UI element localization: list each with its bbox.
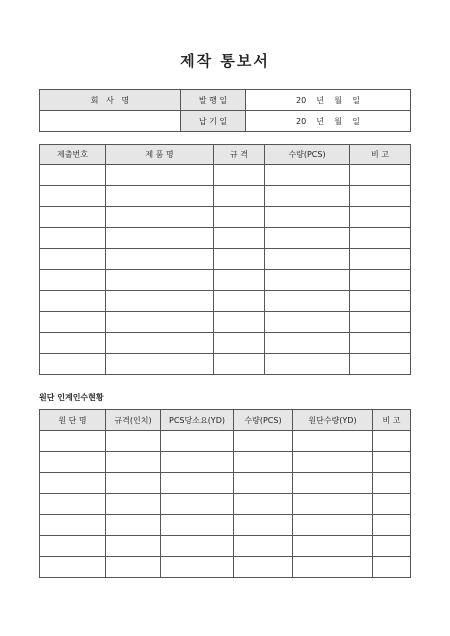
fabric-cell[interactable]	[161, 452, 234, 473]
issue-date-label: 발 행 일	[181, 90, 246, 111]
fabric-cell[interactable]	[106, 536, 161, 557]
issue-date-value[interactable]: 20 년 월 일	[246, 90, 411, 111]
fabric-cell[interactable]	[293, 452, 373, 473]
document-title: 제작 통보서	[180, 52, 270, 70]
table-row	[40, 333, 411, 354]
product-cell[interactable]	[106, 228, 214, 249]
fabric-cell[interactable]	[40, 515, 106, 536]
fabric-cell[interactable]	[40, 557, 106, 578]
product-cell[interactable]	[106, 207, 214, 228]
product-cell[interactable]	[265, 291, 350, 312]
fabric-cell[interactable]	[234, 515, 293, 536]
table-row	[40, 452, 411, 473]
fabric-column-header: 규격(인치)	[106, 410, 161, 431]
table-row	[40, 536, 411, 557]
product-cell[interactable]	[214, 354, 265, 375]
product-cell[interactable]	[106, 333, 214, 354]
product-cell[interactable]	[106, 186, 214, 207]
product-cell[interactable]	[40, 207, 106, 228]
table-row	[40, 291, 411, 312]
product-cell[interactable]	[40, 354, 106, 375]
product-column-header: 규 격	[214, 145, 265, 165]
fabric-table-body	[40, 431, 411, 578]
product-table	[39, 144, 411, 375]
fabric-cell[interactable]	[373, 431, 411, 452]
fabric-column-header: PCS당소요(YD)	[161, 410, 234, 431]
fabric-cell[interactable]	[161, 431, 234, 452]
product-cell[interactable]	[350, 207, 411, 228]
fabric-cell[interactable]	[293, 557, 373, 578]
table-row	[40, 165, 411, 186]
fabric-cell[interactable]	[106, 515, 161, 536]
fabric-cell[interactable]	[373, 536, 411, 557]
product-cell[interactable]	[106, 291, 214, 312]
table-row	[40, 354, 411, 375]
product-cell[interactable]	[350, 249, 411, 270]
fabric-column-header: 원 단 명	[40, 410, 106, 431]
product-cell[interactable]	[350, 270, 411, 291]
product-table-body	[40, 165, 411, 375]
fabric-cell[interactable]	[106, 494, 161, 515]
fabric-cell[interactable]	[234, 536, 293, 557]
product-cell[interactable]	[214, 165, 265, 186]
product-cell[interactable]	[265, 249, 350, 270]
product-cell[interactable]	[106, 312, 214, 333]
fabric-cell[interactable]	[161, 473, 234, 494]
fabric-section-title: 원단 인계인수현황	[39, 393, 104, 402]
product-cell[interactable]	[350, 228, 411, 249]
due-date-value[interactable]: 20 년 월 일	[246, 111, 411, 132]
table-row	[40, 431, 411, 452]
product-cell[interactable]	[265, 165, 350, 186]
product-cell[interactable]	[40, 165, 106, 186]
product-cell[interactable]	[40, 333, 106, 354]
fabric-cell[interactable]	[373, 515, 411, 536]
table-row	[40, 270, 411, 291]
product-cell[interactable]	[350, 291, 411, 312]
fabric-column-header: 원단수량(YD)	[293, 410, 373, 431]
product-cell[interactable]	[350, 312, 411, 333]
product-cell[interactable]	[40, 228, 106, 249]
fabric-table-header	[40, 410, 411, 431]
company-name-label: 회 사 명	[40, 90, 181, 111]
product-cell[interactable]	[40, 186, 106, 207]
product-cell[interactable]	[40, 312, 106, 333]
product-cell[interactable]	[265, 333, 350, 354]
product-cell[interactable]	[265, 228, 350, 249]
fabric-cell[interactable]	[106, 473, 161, 494]
fabric-cell[interactable]	[161, 515, 234, 536]
product-cell[interactable]	[106, 354, 214, 375]
product-cell[interactable]	[40, 291, 106, 312]
fabric-cell[interactable]	[234, 473, 293, 494]
table-row	[40, 473, 411, 494]
fabric-cell[interactable]	[106, 452, 161, 473]
table-row	[40, 228, 411, 249]
product-cell[interactable]	[350, 186, 411, 207]
product-cell[interactable]	[106, 249, 214, 270]
product-cell[interactable]	[265, 207, 350, 228]
fabric-cell[interactable]	[106, 431, 161, 452]
product-cell[interactable]	[350, 333, 411, 354]
product-cell[interactable]	[214, 249, 265, 270]
product-cell[interactable]	[265, 186, 350, 207]
fabric-cell[interactable]	[293, 494, 373, 515]
fabric-cell[interactable]	[234, 452, 293, 473]
product-column-header: 제 품 명	[106, 145, 214, 165]
table-row	[40, 515, 411, 536]
fabric-cell[interactable]	[234, 494, 293, 515]
fabric-cell[interactable]	[106, 557, 161, 578]
product-cell[interactable]	[106, 165, 214, 186]
product-cell[interactable]	[40, 270, 106, 291]
product-cell[interactable]	[214, 291, 265, 312]
fabric-column-header: 수량(PCS)	[234, 410, 293, 431]
fabric-cell[interactable]	[373, 473, 411, 494]
fabric-cell[interactable]	[373, 494, 411, 515]
product-column-header: 제출번호	[40, 145, 106, 165]
table-row	[40, 557, 411, 578]
due-date-label: 납 기 일	[181, 111, 246, 132]
product-cell[interactable]	[214, 228, 265, 249]
fabric-cell[interactable]	[40, 452, 106, 473]
product-cell[interactable]	[106, 270, 214, 291]
fabric-cell[interactable]	[373, 557, 411, 578]
product-cell[interactable]	[214, 270, 265, 291]
fabric-column-header: 비 고	[373, 410, 411, 431]
product-cell[interactable]	[265, 354, 350, 375]
fabric-cell[interactable]	[293, 473, 373, 494]
fabric-cell[interactable]	[40, 431, 106, 452]
product-table-header	[40, 145, 411, 165]
fabric-cell[interactable]	[40, 536, 106, 557]
fabric-cell[interactable]	[161, 557, 234, 578]
fabric-cell[interactable]	[293, 536, 373, 557]
fabric-cell[interactable]	[373, 452, 411, 473]
fabric-table	[39, 409, 411, 578]
product-cell[interactable]	[214, 312, 265, 333]
fabric-cell[interactable]	[293, 515, 373, 536]
product-cell[interactable]	[214, 333, 265, 354]
header-table	[39, 89, 411, 132]
company-name-value[interactable]	[40, 111, 181, 132]
fabric-cell[interactable]	[234, 557, 293, 578]
product-cell[interactable]	[214, 207, 265, 228]
fabric-cell[interactable]	[161, 494, 234, 515]
product-column-header: 수량(PCS)	[265, 145, 350, 165]
fabric-cell[interactable]	[40, 473, 106, 494]
product-cell[interactable]	[265, 312, 350, 333]
fabric-cell[interactable]	[293, 431, 373, 452]
product-cell[interactable]	[40, 249, 106, 270]
table-row	[40, 494, 411, 515]
fabric-cell[interactable]	[40, 494, 106, 515]
fabric-cell[interactable]	[161, 536, 234, 557]
table-row	[40, 312, 411, 333]
table-row	[40, 186, 411, 207]
product-cell[interactable]	[265, 270, 350, 291]
product-column-header: 비 고	[350, 145, 411, 165]
product-cell[interactable]	[350, 354, 411, 375]
product-cell[interactable]	[214, 186, 265, 207]
table-row	[40, 249, 411, 270]
fabric-cell[interactable]	[234, 431, 293, 452]
table-row	[40, 207, 411, 228]
product-cell[interactable]	[350, 165, 411, 186]
